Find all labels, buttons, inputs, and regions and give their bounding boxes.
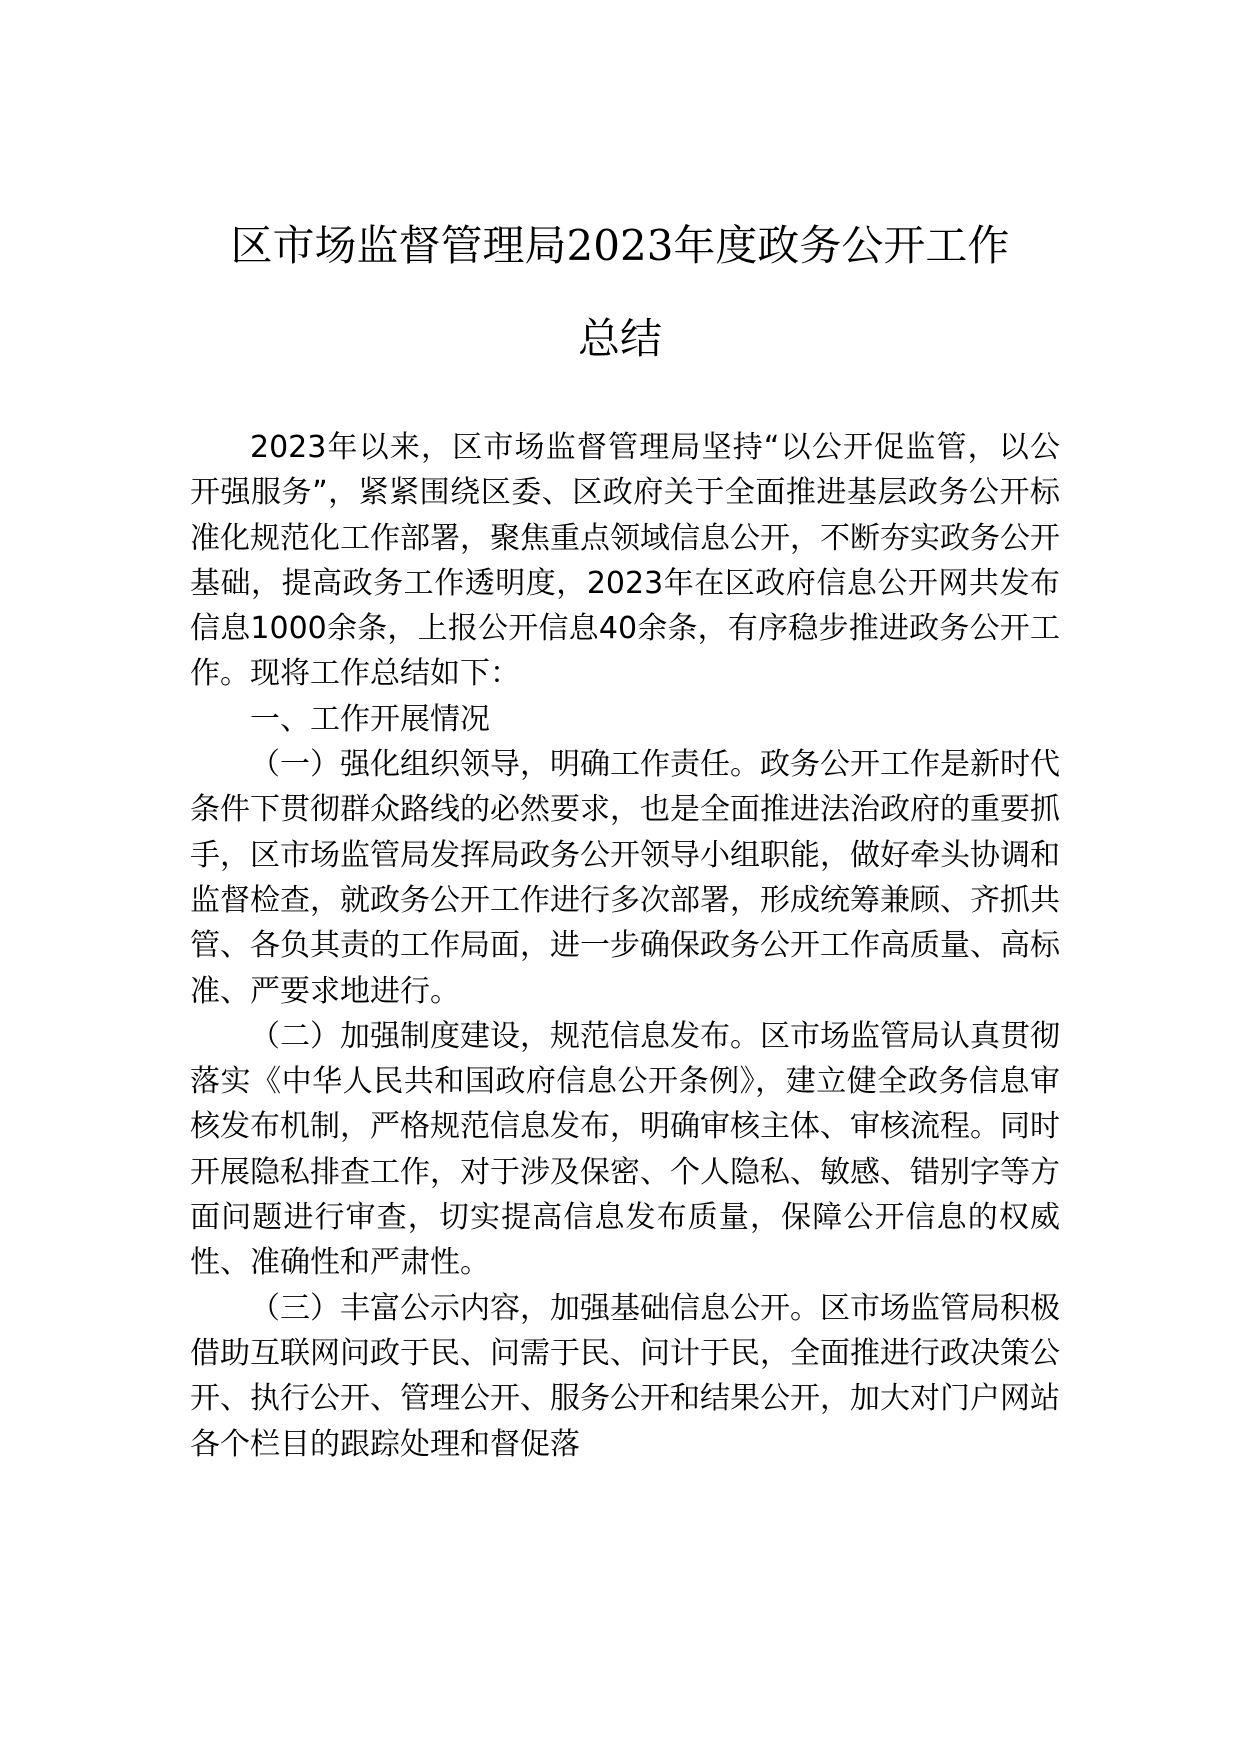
- section-item-3: （三）丰富公示内容，加强基础信息公开。区市场监管局积极借助互联网问政于民、问需于民、问计于民，全面推进行政决策公开、执行公开、管理公开、服务公开和结果公开，加大对门户网站各个栏目的跟踪处理和督促落: [190, 1290, 1060, 1462]
- document-title-line-2: 总结: [577, 314, 662, 363]
- section-heading: 一、工作开展情况: [250, 701, 490, 737]
- section-item-1: （一）强化组织领导，明确工作责任。政务公开工作是新时代条件下贯彻群众路线的必然要求，也是全面推进法治政府的重要抓手，区市场监管局发挥局政务公开领导小组职能，做好牵头协调和监督检查，就政务公开工作进行多次部署，形成统筹兼顾、齐抓共管、各负其责的工作局面，进一步确保政务公开工作高质量、高标准、严要求地进行。: [190, 747, 1060, 1009]
- document-body: [190, 425, 1060, 1467]
- intro-paragraph: 2023年以来，区市场监督管理局坚持“以公开促监管，以公开强服务”，紧紧围绕区委、区政府关于全面推进基层政务公开标准化规范化工作部署，聚焦重点领域信息公开，不断夯实政务公开基础，提高政务工作透明度，2023年在区政府信息公开网共发布信息1000余条，上报公开信息40余条，有序稳步推进政务公开工作。现将工作总结如下：: [190, 430, 1060, 692]
- document-title-line-1: 区市场监督管理局2023年度政务公开工作: [230, 221, 1010, 270]
- section-item-2: （二）加强制度建设，规范信息发布。区市场监管局认真贯彻落实《中华人民共和国政府信息公开条例》，建立健全政务信息审核发布机制，严格规范信息发布，明确审核主体、审核流程。同时开展隐私排查工作，对于涉及保密、个人隐私、敏感、错别字等方面问题进行审查，切实提高信息发布质量，保障公开信息的权威性、准确性和严肃性。: [190, 1018, 1060, 1281]
